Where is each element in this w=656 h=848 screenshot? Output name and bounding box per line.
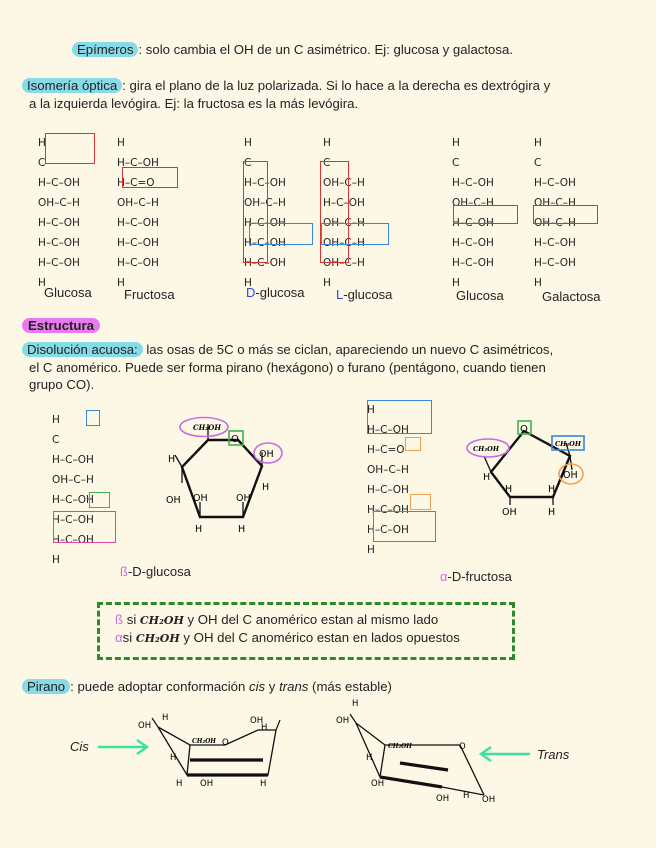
trans-o: O	[459, 742, 466, 752]
fischer-line: H–C–OH	[367, 504, 409, 516]
fischer-line: H–C–OH	[534, 177, 576, 189]
fischer-line: H–C–OH	[244, 237, 286, 249]
trans-oh-4: OH	[482, 795, 496, 805]
fru-h-3: H	[548, 484, 556, 495]
fischer-line: H–C–OH	[367, 424, 409, 436]
fischer-line: H–C–OH	[52, 514, 94, 526]
fischer-line: H	[534, 277, 542, 289]
fischer-line: OH–C–H	[367, 464, 409, 476]
fru-h-4: H	[548, 507, 556, 518]
isomeria-text: : gira el plano de la luz polarizada. Si lo hace a la derecha es dextrógira y	[122, 78, 551, 93]
fischer-line: OH–C–H	[323, 257, 365, 269]
trans-h-3: H	[463, 791, 470, 801]
fischer-line: OH–C–H	[38, 197, 80, 209]
trans-h-1: H	[352, 699, 359, 709]
ring-oh-2: OH	[166, 495, 181, 506]
epimeros-tag: Epímeros	[72, 42, 138, 57]
fischer-line: H	[244, 277, 252, 289]
rule-beta-text: si	[126, 612, 140, 627]
fischer-line: OH–C–H	[117, 197, 159, 209]
fischer-line: OH–C–H	[534, 197, 576, 209]
fischer-line: H–C–OH	[534, 257, 576, 269]
cis-label: Cis	[70, 739, 89, 754]
fru-h-1: H	[483, 472, 491, 483]
fischer-line: H–C–OH	[323, 197, 365, 209]
ring-h-3: H	[195, 524, 203, 535]
trans-h-2: H	[366, 753, 373, 763]
rule-beta	[115, 611, 438, 630]
fischer-line: OH–C–H	[323, 177, 365, 189]
fischer-line: H	[244, 137, 252, 149]
ring-oh-4: OH	[236, 493, 251, 504]
fischer-line: H–C–OH	[117, 217, 159, 229]
estructura-tag: Estructura	[22, 318, 100, 333]
fischer-line: H	[323, 137, 331, 149]
fischer-line: OH–C–H	[452, 197, 494, 209]
fischer-line: OH–C–H	[323, 217, 365, 229]
fructosa-label: Fructosa	[124, 287, 175, 302]
rule-beta-prefix: ß	[115, 612, 124, 627]
fru-oh-2: OH	[502, 507, 517, 518]
disolucion-text-2: el C anomérico. Puede ser forma pirano (hexágono) o furano (pentágono, cuando tienen	[29, 360, 546, 375]
fru-ch2oh-text-2: CH₂OH	[555, 440, 581, 448]
fischer-line: OH–C–H	[52, 474, 94, 486]
fischer-line: H	[534, 137, 542, 149]
ring-oh-text: OH	[259, 449, 274, 460]
beta-d-glucosa-label	[120, 564, 191, 579]
fischer-line: H–C–OH	[117, 237, 159, 249]
glucosa-label-2: Glucosa	[456, 288, 504, 303]
d-prefix: D	[246, 285, 256, 300]
fru-h-2: H	[505, 484, 513, 495]
fischer-line: H	[117, 137, 125, 149]
epimeros-text: : solo cambia el OH de un C asimétrico. Ej: glucosa y galactosa.	[138, 42, 513, 57]
pirano-end: (más estable)	[308, 679, 392, 694]
rule-alpha	[115, 629, 460, 648]
disolucion-text-3: grupo CO).	[29, 377, 95, 392]
fischer-line: OH–C–H	[323, 237, 365, 249]
fischer-line: H–C–OH	[244, 177, 286, 189]
rule-beta-ch2oh: CH₂OH	[139, 614, 184, 627]
alpha-d-fructosa-label	[440, 569, 512, 584]
cis-h-4: H	[176, 779, 183, 789]
trans-oh-3: OH	[436, 794, 450, 804]
fischer-line: H	[452, 137, 460, 149]
fischer-line: C	[38, 157, 46, 169]
ring-h-2: H	[168, 454, 176, 465]
fischer-line: H	[52, 554, 60, 566]
fischer-line: H	[367, 544, 375, 556]
ring-o-text: O	[231, 434, 239, 445]
fischer-line: H	[367, 404, 375, 416]
fischer-line: H–C–OH	[38, 257, 80, 269]
glucosa-label: Glucosa	[44, 285, 92, 300]
fischer-line: H–C–OH	[452, 237, 494, 249]
ring-ch2oh-text: CH₂OH	[193, 423, 221, 432]
fischer-line: H	[117, 277, 125, 289]
cis-h-1: H	[162, 713, 169, 723]
fischer-line: H	[38, 137, 46, 149]
l-prefix: L	[336, 287, 344, 302]
fischer-line: H–C–OH	[52, 494, 94, 506]
fischer-line: C	[534, 157, 542, 169]
fischer-line: H–C–OH	[117, 157, 159, 169]
rule-alpha-rest: y OH del C anomérico estan en lados opuestos	[179, 630, 460, 645]
fischer-line: OH–C–H	[244, 197, 286, 209]
trans-arrow-icon	[481, 747, 530, 761]
trans-oh-1: OH	[336, 716, 350, 726]
trans-ch2oh: CH₂OH	[388, 743, 412, 750]
fischer-line: H–C–OH	[452, 177, 494, 189]
fischer-line: H–C–OH	[52, 454, 94, 466]
fischer-line: H–C–OH	[244, 257, 286, 269]
ring-oh-3: OH	[193, 493, 208, 504]
pirano-tag: Pirano	[22, 679, 70, 694]
beta-text: -D-glucosa	[127, 564, 191, 579]
cis-h-2: H	[261, 723, 268, 733]
rule-alpha-text: si	[122, 630, 136, 645]
rule-alpha-prefix: α	[115, 630, 123, 645]
alpha-prefix: α	[440, 569, 448, 584]
disolucion-text: las osas de 5C o más se ciclan, apareciendo un nuevo C asimétricos,	[142, 342, 554, 357]
pyranose-ring	[182, 440, 262, 517]
fischer-line: H–C–OH	[244, 217, 286, 229]
galactosa-label: Galactosa	[542, 289, 601, 304]
cis-arrow-icon	[98, 740, 147, 754]
rule-alpha-ch2oh: CH₂OH	[135, 632, 180, 645]
fischer-line: H–C=O	[117, 177, 155, 189]
l-glucosa-text: -glucosa	[343, 287, 393, 302]
pirano-cis: cis	[249, 679, 266, 694]
fischer-line: H	[323, 277, 331, 289]
fischer-line: H–C–OH	[452, 257, 494, 269]
ring-h-1: H	[262, 482, 270, 493]
trans-label: Trans	[537, 747, 570, 762]
cis-ch2oh: CH₂OH	[192, 738, 216, 745]
fischer-line: H–C–OH	[117, 257, 159, 269]
fischer-line: C	[452, 157, 460, 169]
cis-oh-1: OH	[138, 721, 152, 731]
cis-o: O	[222, 738, 229, 748]
fischer-line: H–C–OH	[52, 534, 94, 546]
fischer-line: H	[52, 414, 60, 426]
fischer-line: H–C–OH	[38, 177, 80, 189]
cis-oh-3: OH	[200, 779, 214, 789]
fischer-line: H–C–OH	[367, 484, 409, 496]
disolucion-tag: Disolución acuosa:	[22, 342, 143, 357]
fischer-line: OH–C–H	[534, 217, 576, 229]
fischer-line: H–C–OH	[367, 524, 409, 536]
fischer-line: H–C–OH	[38, 237, 80, 249]
isomeria-tag: Isomería óptica	[22, 78, 122, 93]
cis-h-5: H	[260, 779, 267, 789]
fru-o-text: O	[520, 424, 528, 435]
alpha-text: -D-fructosa	[447, 569, 512, 584]
fischer-line: C	[244, 157, 252, 169]
fischer-line: H–C=O	[367, 444, 405, 456]
trans-oh-2: OH	[371, 779, 385, 789]
fischer-line: H–C–OH	[452, 217, 494, 229]
fischer-line: C	[52, 434, 60, 446]
pirano-trans: trans	[279, 679, 309, 694]
d-glucosa-text: -glucosa	[255, 285, 305, 300]
fischer-line: H	[38, 277, 46, 289]
pirano-y: y	[265, 679, 280, 694]
fru-oh-text: OH	[563, 470, 578, 481]
beta-prefix: ß	[120, 564, 128, 579]
fischer-line: C	[323, 157, 331, 169]
isomeria-text-2: a la izquierda levógira. Ej: la fructosa es la más levógira.	[29, 96, 359, 111]
pirano-text: : puede adoptar conformación	[70, 679, 250, 694]
rule-beta-rest: y OH del C anomérico estan al mismo lado	[183, 612, 439, 627]
fischer-line: H–C–OH	[534, 237, 576, 249]
cis-oh-2: OH	[250, 716, 264, 726]
fru-ch2oh-text: CH₂OH	[473, 445, 499, 453]
fischer-line: H–C–OH	[38, 217, 80, 229]
cis-h-3: H	[170, 753, 177, 763]
ring-h-4: H	[238, 524, 246, 535]
pirano-line	[22, 678, 392, 696]
fischer-line: H	[452, 277, 460, 289]
